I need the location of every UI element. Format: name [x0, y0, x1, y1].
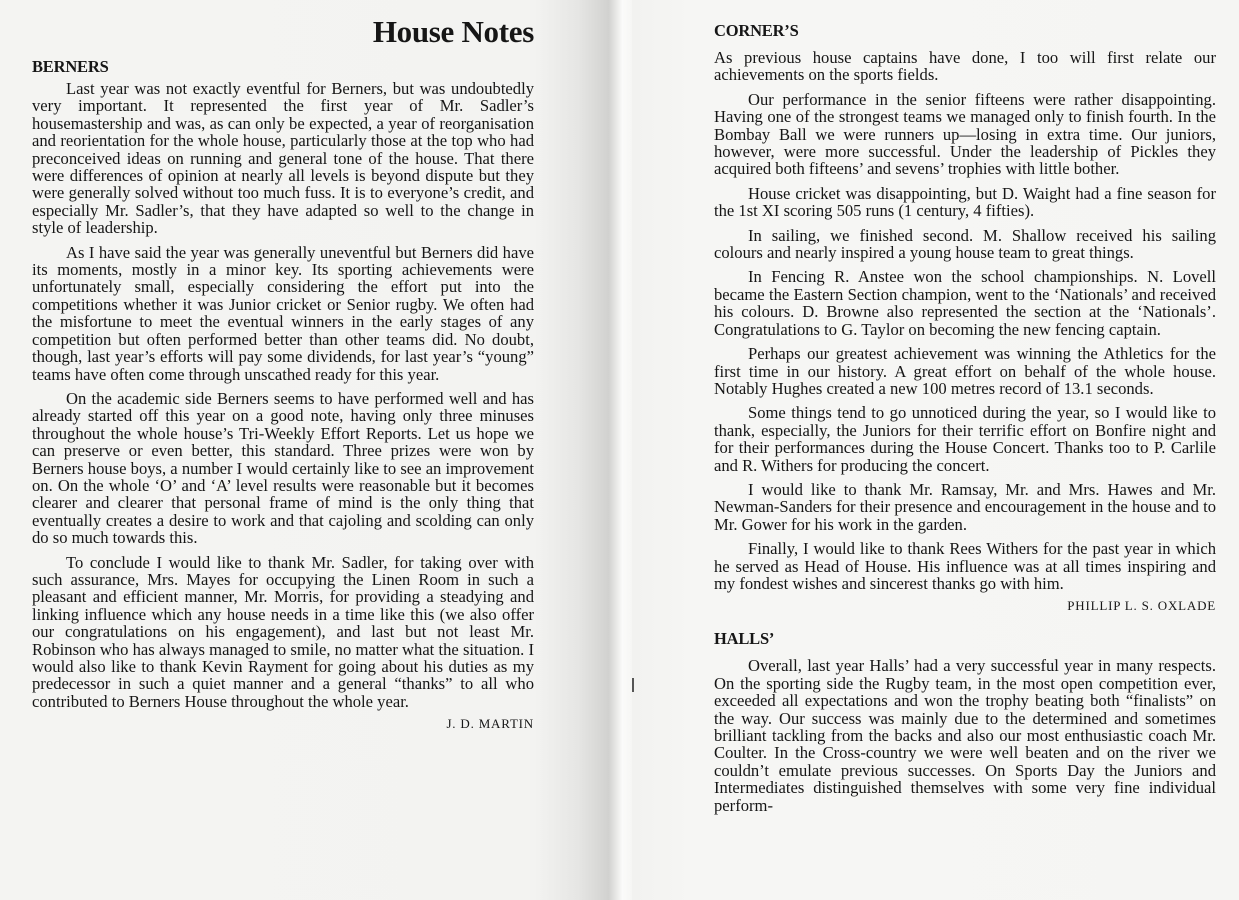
paragraph: Finally, I would like to thank Rees Withers for the past year in which he served as Head of House. His influence was at all times inspiring and my fondest wishes and sincerest thanks go with him.: [714, 539, 1216, 593]
section-heading-berners: BERNERS: [32, 57, 109, 76]
signature-corners: PHILLIP L. S. OXLADE: [1067, 598, 1216, 614]
paragraph: Our performance in the senior fifteens were rather disappointing. Having one of the strongest teams we managed only to finish fourth. In the Bombay Ball we were runners up—losing in extra time. Our juniors, however, were more successful. Under the leadership of Pickles they acquired both fifteens’ and sevens’ trophies with little bother.: [714, 89, 1216, 179]
left-column: [32, 14, 534, 732]
paragraph: Overall, last year Halls’ had a very successful year in many respects. On the sporting side the Rugby team, in the most open competition ever, exceeded all expectations and won the trophy beating both “finalists” on the way. Our success was mainly due to the determined and sometimes brilliant tackling from the backs and also our most enthusiastic coach Mr. Coulter. In the Cross-country we were well beaten and on the river we couldn’t emulate previous successes. On Sports Day the Juniors and Intermediates distinguished themselves with some very fine individual perform-: [714, 656, 1216, 815]
section-heading-corners: CORNER’S: [714, 21, 799, 40]
paragraph: In sailing, we finished second. M. Shallow received his sailing colours and nearly inspired a young house team to great things.: [714, 225, 1216, 263]
paragraph: Perhaps our greatest achievement was winning the Athletics for the first time in our history. A great effort on behalf of the whole house. Notably Hughes created a new 100 metres record of 13.1 seconds.: [714, 344, 1216, 398]
paragraph: To conclude I would like to thank Mr. Sadler, for taking over with such assurance, Mrs. Mayes for occupying the Linen Room in such a pleasant and efficient manner, Mr. Morris, for providing a steadying and linking influence which any house needs in a time like this (we also offer our congratulations on his engagement), and last but not least Mr. Robinson who has always managed to smile, no matter what the situation. I would also like to thank Kevin Rayment for going about his duties as my predecessor in such a quiet manner and a general “thanks” to all who contributed to Berners House throughout the whole year.: [32, 552, 534, 711]
paragraph: As I have said the year was generally uneventful but Berners did have its moments, mostly in a minor key. Its sporting achievements were unfortunately small, especially considering the effort put into the competitions whether it was Junior cricket or Senior rugby. We often had the misfortune to meet the eventual winners in the early stages of any competition but often performed better than other teams did. No doubt, though, last year’s efforts will pay some dividends, for last year’s “young” teams have often come through unscathed ready for this year.: [32, 242, 534, 384]
section-corners: [714, 20, 1216, 614]
paragraph: On the academic side Berners seems to have performed well and has already started off this year on a good note, having only three minuses throughout the whole house’s Tri-Weekly Effort Reports. Let us hope we can preserve or even better, this standard. Three prizes were won by Berners house boys, a number I would certainly like to see an improvement on. On the whole ‘O’ and ‘A’ level results were reasonable but it becomes clearer and clearer that personal frame of mind is the only thing that eventually creates a desire to work and that cajoling and scolding can only do so much towards this.: [32, 388, 534, 548]
paragraph: House cricket was disappointing, but D. Waight had a fine season for the 1st XI scoring 505 runs (1 century, 4 fifties).: [714, 183, 1216, 221]
paragraph: In Fencing R. Anstee won the school championships. N. Lovell became the Eastern Section champion, went to the ‘Nationals’ and received his colours. D. Browne also represented the section at the ‘Nationals’. Congratulations to G. Taylor on becoming the new fencing captain.: [714, 267, 1216, 339]
section-halls: [714, 628, 1216, 814]
section-heading-halls: HALLS’: [714, 629, 775, 649]
right-page: [632, 0, 1239, 900]
book-gutter: [608, 0, 632, 900]
paragraph: Last year was not exactly eventful for Berners, but was undoubtedly very important. It represented the first year of Mr. Sadler’s housemastership and was, as can only be expected, a year of reorganisation and reorientation for the whole house, particularly those at the top who had preconceived ideas on running and general tone of the house. That there were differences of opinion at nearly all levels is beyond dispute but they were generally solved without too much fuss. It is to everyone’s credit, and especially Mr. Sadler’s, that they have adapted so well to the change in style of leadership.: [32, 79, 534, 238]
page-margin-mark: [632, 678, 634, 692]
paragraph: Some things tend to go unnoticed during the year, so I would like to thank, especially, the Juniors for their terrific effort on Bonfire night and for their performances during the House Concert. Thanks too to P. Carlile and R. Withers for producing the concert.: [714, 403, 1216, 475]
page-title: House Notes: [372, 14, 534, 49]
paragraph: As previous house captains have done, I too will first relate our achievements on the sports fields.: [714, 48, 1216, 85]
paragraph: I would like to thank Mr. Ramsay, Mr. and Mrs. Hawes and Mr. Newman-Sanders for their presence and encouragement in the house and to Mr. Gower for his work in the garden.: [714, 479, 1216, 534]
left-page: [0, 0, 608, 900]
section-berners: [32, 56, 534, 732]
right-column: [714, 20, 1216, 814]
signature-berners: J. D. MARTIN: [446, 716, 534, 732]
